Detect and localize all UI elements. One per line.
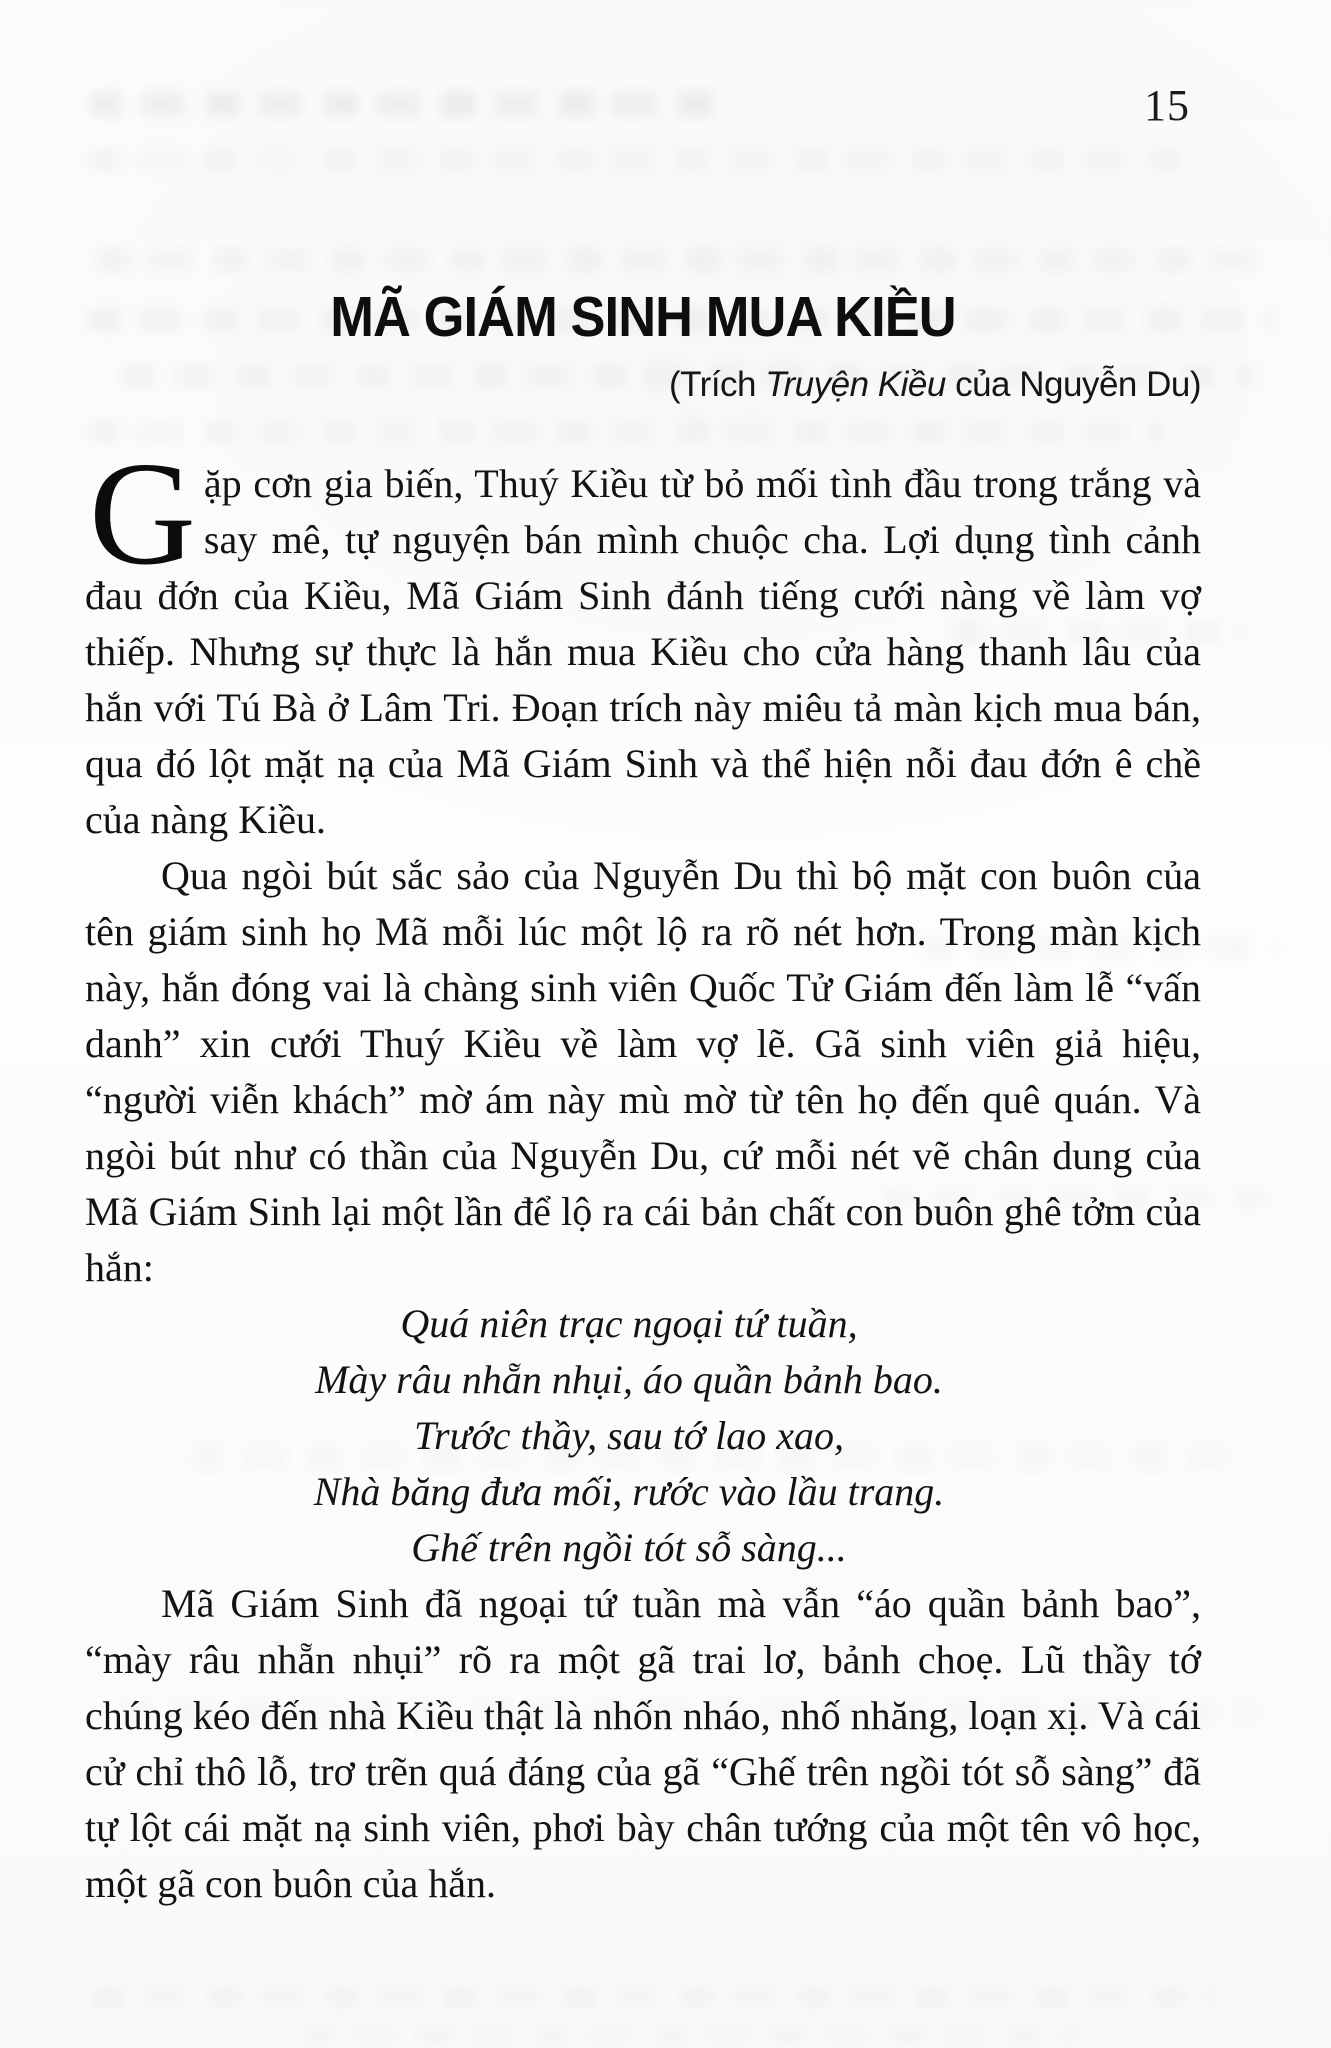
verse-line: Quá niên trạc ngoại tứ tuần, bbox=[400, 1300, 858, 1346]
bleed-streak bbox=[90, 1985, 1220, 2009]
drop-cap-letter: G bbox=[89, 431, 192, 596]
page-title: MÃ GIÁM SINH MUA KIỀU bbox=[330, 285, 956, 349]
paragraph-text: ặp cơn gia biến, Thuý Kiều từ bỏ mối tình đầu trong trắng và say mê, tự nguyện bán mình chuộc cha. Lợi dụng tình cảnh đau đớn của Kiều, Mã Giám Sinh đánh tiếng cưới nàng về làm vợ thiếp. Nhưng sự thực là hắn mua Kiều cho cửa hàng thanh lâu của hắn với Tú Bà ở Lâm Tri. Đoạn trích này miêu tả màn kịch mua bán, qua đó lột mặt nạ của Mã Giám Sinh và thể hiện nỗi đau đớn ê chề của nàng Kiều. bbox=[85, 460, 1201, 842]
bleed-streak bbox=[86, 148, 1206, 172]
paragraph-intro bbox=[85, 431, 1201, 848]
page-number: 15 bbox=[1144, 81, 1190, 130]
paragraph-commentary-1: Qua ngòi bút sắc sảo của Nguyễn Du thì bộ mặt con buôn của tên giám sinh họ Mã mỗi lúc một lộ ra rõ nét hơn. Trong màn kịch này, hắn đóng vai là chàng sinh viên Quốc Tử Giám đến làm lễ “vấn danh” xin cưới Thuý Kiều về làm vợ lẽ. Gã sinh viên giả hiệu, “người viễn khách” mờ ám này mù mờ từ tên họ đến quê quán. Và ngòi bút như có thần của Nguyễn Du, cứ mỗi nét vẽ chân dung của Mã Giám Sinh lại một lần để lộ ra cái bản chất con buôn ghê tởm của hắn: bbox=[85, 852, 1201, 1290]
verse-line: Ghế trên ngồi tót sỗ sàng... bbox=[411, 1524, 847, 1570]
subtitle-prefix: (Trích bbox=[668, 364, 766, 404]
verse-line: Nhà băng đưa mối, rước vào lầu trang. bbox=[313, 1468, 945, 1514]
subtitle-suffix: của Nguyễn Du) bbox=[945, 364, 1201, 404]
bleed-streak bbox=[96, 248, 1266, 272]
paragraph-commentary-2: Mã Giám Sinh đã ngoại tứ tuần mà vẫn “áo quần bảnh bao”, “mày râu nhẵn nhụi” rõ ra một gã trai lơ, bảnh choẹ. Lũ thầy tớ chúng kéo đến nhà Kiều thật là nhốn nháo, nhố nhăng, loạn xị. Và cái cử chỉ thô lỗ, trơ trẽn quá đáng của gã “Ghế trên ngồi tót sỗ sàng” đã tự lột cái mặt nạ sinh viên, phơi bày chân tướng của một tên vô học, một gã con buôn của hắn. bbox=[85, 1580, 1201, 1906]
bleed-streak bbox=[88, 92, 728, 116]
verse-line: Trước thầy, sau tớ lao xao, bbox=[413, 1412, 845, 1458]
subtitle-work-title: Truyện Kiều bbox=[765, 364, 946, 404]
bleed-streak bbox=[300, 2022, 1080, 2046]
page-content bbox=[85, 431, 1201, 1912]
subtitle bbox=[85, 364, 1201, 406]
text-column bbox=[0, 285, 1331, 1912]
verse-line: Mày râu nhẵn nhụi, áo quần bảnh bao. bbox=[315, 1356, 943, 1402]
verse-quote-block bbox=[71, 1296, 1187, 1576]
